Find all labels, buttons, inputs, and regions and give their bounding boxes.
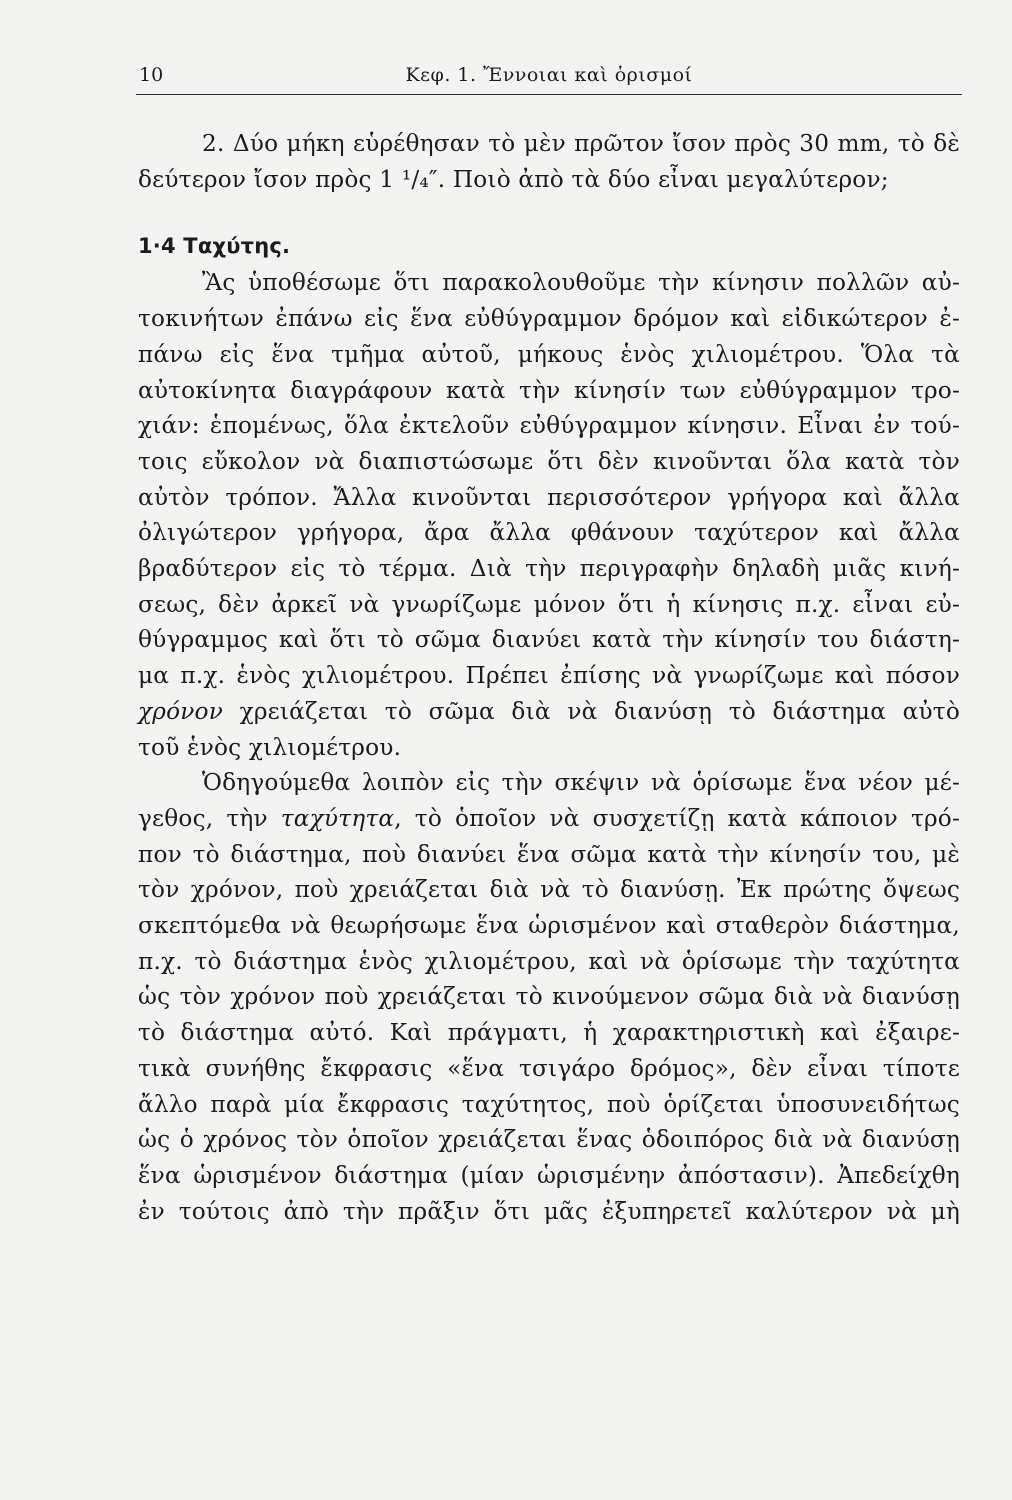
text-line: ἕνα ὡρισμένον διάστημα (μίαν ὡρισμένην ἀπόστασιν). Ἀπεδείχθη [138, 1161, 960, 1189]
text-line: χιάν: ἑπομένως, ὅλα ἐκτελοῦν εὐθύγραμμον κίνησιν. Εἶναι ἐν τού- [138, 412, 960, 440]
running-header [136, 60, 962, 95]
text-line: Ὁδηγούμεθα λοιπὸν εἰς τὴν σκέψιν νὰ ὁρίσωμε ἕνα νέον μέ- [202, 769, 960, 797]
exercise-line: 2. Δύο μήκη εὑρέθησαν τὸ μὲν πρῶτον ἴσον πρὸς 30 mm, τὸ δὲ [202, 130, 960, 157]
text-line: τοῦ ἑνὸς χιλιομέτρου. [138, 733, 402, 761]
text-line: αὐτοκίνητα διαγράφουν κατὰ τὴν κίνησίν των εὐθύγραμμον τρο- [138, 376, 960, 404]
emphasis-time: χρόνον [138, 697, 223, 725]
text-line: τὸ διάστημα αὐτό. Καὶ πράγματι, ἡ χαρακτηριστικὴ καὶ ἐξαιρε- [138, 1019, 960, 1047]
text-line: σκεπτόμεθα νὰ θεωρήσωμε ἕνα ὡρισμένον καὶ σταθερὸν διάστημα, [138, 912, 960, 940]
text-line: Ἂς ὑποθέσωμε ὅτι παρακολουθοῦμε τὴν κίνησιν πολλῶν αὐ- [202, 269, 960, 297]
text-line: βραδύτερον εἰς τὸ τέρμα. Διὰ τὴν περιγραφὴν δηλαδὴ μιᾶς κινή- [138, 555, 960, 583]
emphasis-speed: ταχύτητα [280, 804, 395, 832]
paragraph-2 [138, 765, 960, 1229]
chapter-title: Κεφ. 1. Ἔννοιαι καὶ ὁρισμοί [405, 64, 693, 86]
text-line: τοκινήτων ἐπάνω εἰς ἕνα εὐθύγραμμον δρόμον καὶ εἰδικώτερον ἐ- [138, 305, 960, 333]
text-line: θύγραμμος καὶ ὅτι τὸ σῶμα διανύει κατὰ τὴν κίνησίν του διάστη- [138, 626, 960, 654]
page-number: 10 [139, 64, 164, 86]
text-line: π.χ. τὸ διάστημα ἑνὸς χιλιομέτρου, καὶ νὰ ὁρίσωμε τὴν ταχύτητα [138, 947, 960, 975]
text-line: ὡς τὸν χρόνον ποὺ χρειάζεται τὸ κινούμενον σῶμα διὰ νὰ διανύσῃ [138, 983, 960, 1011]
body-text [138, 126, 960, 1229]
text-line: ὡς ὁ χρόνος τὸν ὁποῖον χρειάζεται ἕνας ὁδοιπόρος διὰ νὰ διανύσῃ [138, 1126, 960, 1154]
paragraph-1 [138, 265, 960, 765]
text-line: πον τὸ διάστημα, ποὺ διανύει ἕνα σῶμα κατὰ τὴν κίνησίν του, μὲ [138, 840, 960, 868]
exercise-2 [138, 126, 960, 197]
text-line: ἐν τούτοις ἀπὸ τὴν πρᾶξιν ὅτι μᾶς ἐξυπηρετεῖ καλύτερον νὰ μὴ [138, 1197, 960, 1225]
text-line: αὐτὸν τρόπον. Ἄλλα κινοῦνται περισσότερον γρήγορα καὶ ἄλλα [138, 483, 960, 511]
text-line: γεθος, τὴν ταχύτητα, τὸ ὁποῖον νὰ συσχετίζῃ κατὰ κάποιον τρό- [138, 804, 960, 832]
exercise-line: δεύτερον ἴσον πρὸς 1 ¹/₄″. Ποιὸ ἀπὸ τὰ δύο εἶναι μεγαλύτερον; [138, 165, 889, 193]
text-line: χρόνον χρειάζεται τὸ σῶμα διὰ νὰ διανύσῃ τὸ διάστημα αὐτὸ [138, 697, 960, 725]
text-line: σεως, δὲν ἀρκεῖ νὰ γνωρίζωμε μόνον ὅτι ἡ κίνησις π.χ. εἶναι εὐ- [138, 590, 960, 618]
text-line: ὀλιγώτερον γρήγορα, ἄρα ἄλλα φθάνουν ταχύτερον καὶ ἄλλα [138, 519, 960, 547]
text-line: ἄλλο παρὰ μία ἔκφρασις ταχύτητος, ποὺ ὁρίζεται ὑποσυνειδήτως [138, 1090, 960, 1118]
text-line: τικὰ συνήθης ἔκφρασις «ἕνα τσιγάρο δρόμος», δὲν εἶναι τίποτε [138, 1054, 960, 1082]
text-line: πάνω εἰς ἕνα τμῆμα αὐτοῦ, μήκους ἑνὸς χιλιομέτρου. Ὅλα τὰ [138, 340, 960, 368]
text-line: τὸν χρόνον, ποὺ χρειάζεται διὰ νὰ τὸ διανύσῃ. Ἐκ πρώτης ὄψεως [138, 876, 960, 904]
text-line: μα π.χ. ἑνὸς χιλιομέτρου. Πρέπει ἐπίσης νὰ γνωρίζωμε καὶ πόσον [138, 662, 960, 690]
exercise-number: 2. [202, 130, 225, 157]
text-line: τοις εὔκολον νὰ διαπιστώσωμε ὅτι δὲν κινοῦνται ὅλα κατὰ τὸν [138, 447, 960, 475]
section-heading: 1·4 Ταχύτης. [138, 234, 291, 259]
